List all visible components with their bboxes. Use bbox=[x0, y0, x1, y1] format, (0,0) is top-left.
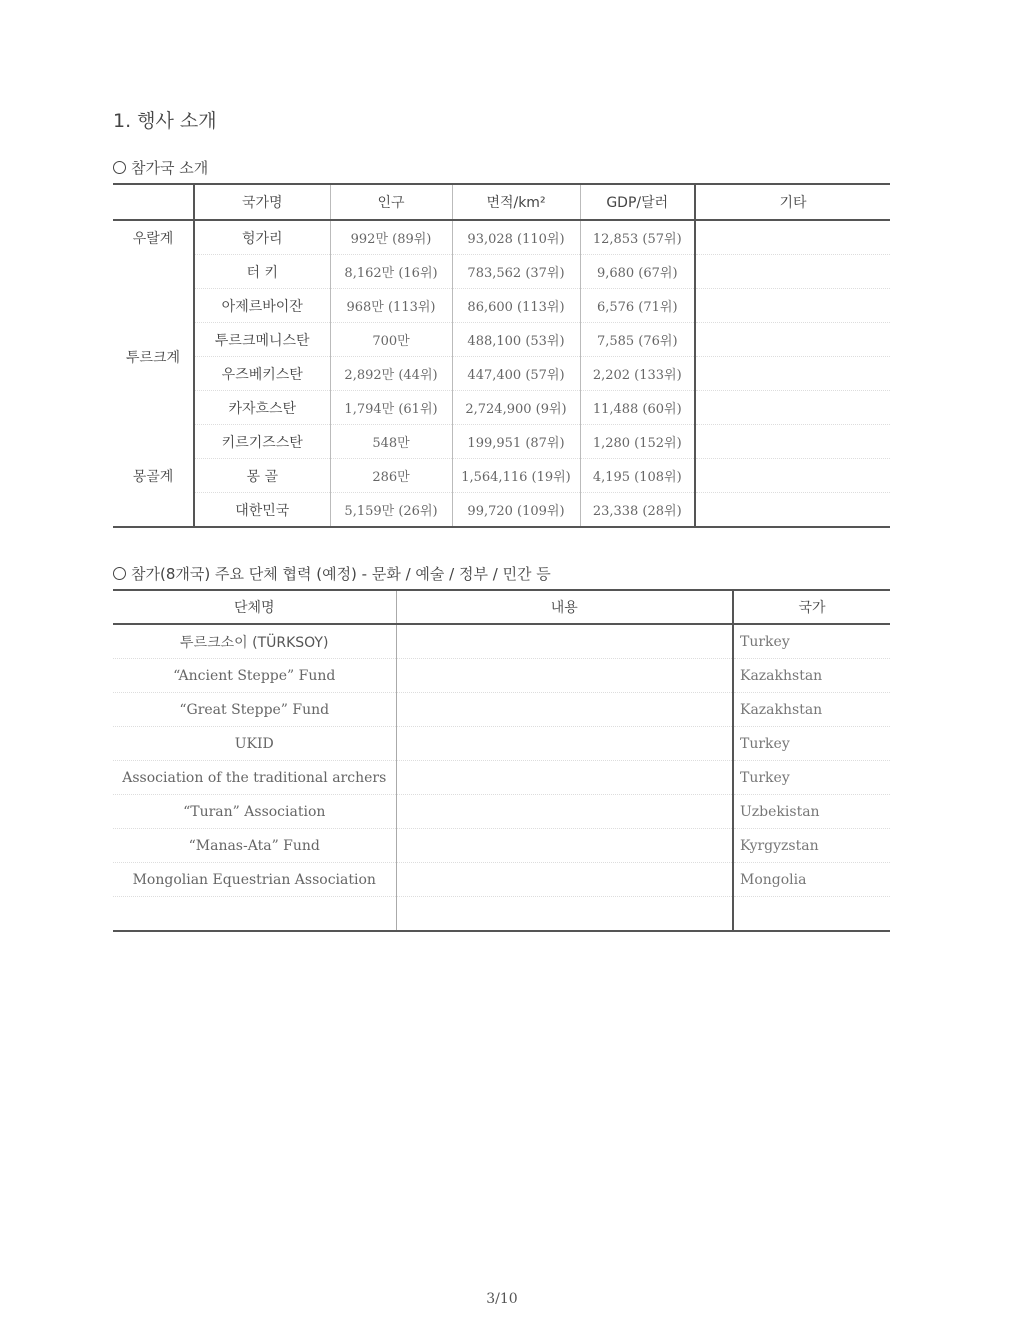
header-country: 국가명 bbox=[194, 184, 330, 220]
org-country: Kazakhstan bbox=[733, 659, 890, 693]
header-content: 내용 bbox=[396, 590, 733, 624]
other-cell bbox=[695, 323, 890, 357]
area: 1,564,116 (19위) bbox=[452, 459, 580, 493]
other-cell bbox=[695, 255, 890, 289]
page-number: 3/10 bbox=[486, 1291, 518, 1307]
org-country: Kyrgyzstan bbox=[733, 829, 890, 863]
gdp: 4,195 (108위) bbox=[580, 459, 695, 493]
content-cell bbox=[396, 659, 733, 693]
header-population: 인구 bbox=[330, 184, 452, 220]
population: 992만 (89위) bbox=[330, 220, 452, 255]
table-row bbox=[113, 391, 890, 425]
other-cell bbox=[695, 391, 890, 425]
population: 286만 bbox=[330, 459, 452, 493]
org-name: Association of the traditional archers bbox=[113, 761, 396, 795]
gdp: 12,853 (57위) bbox=[580, 220, 695, 255]
gdp: 11,488 (60위) bbox=[580, 391, 695, 425]
content-cell bbox=[396, 795, 733, 829]
country-name: 카자흐스탄 bbox=[194, 391, 330, 425]
org-country: Turkey bbox=[733, 727, 890, 761]
population: 548만 bbox=[330, 425, 452, 459]
other-cell bbox=[695, 459, 890, 493]
content-cell bbox=[396, 761, 733, 795]
circle-bullet-icon bbox=[113, 567, 126, 580]
participants-table bbox=[113, 183, 890, 528]
population: 700만 bbox=[330, 323, 452, 357]
country-name: 대한민국 bbox=[194, 493, 330, 528]
table-row bbox=[113, 323, 890, 357]
content-cell bbox=[396, 693, 733, 727]
org-country-empty bbox=[733, 897, 890, 932]
other-cell bbox=[695, 425, 890, 459]
org-name: “Great Steppe” Fund bbox=[113, 693, 396, 727]
table-row bbox=[113, 863, 890, 897]
table-row bbox=[113, 659, 890, 693]
org-country: Kazakhstan bbox=[733, 693, 890, 727]
country-name: 헝가리 bbox=[194, 220, 330, 255]
table-row bbox=[113, 829, 890, 863]
org-name: 투르크소이 (TÜRKSOY) bbox=[113, 624, 396, 659]
table-row bbox=[113, 357, 890, 391]
circle-bullet-icon bbox=[113, 161, 126, 174]
other-cell bbox=[695, 220, 890, 255]
header-org-name: 단체명 bbox=[113, 590, 396, 624]
org-country: Mongolia bbox=[733, 863, 890, 897]
content-cell bbox=[396, 624, 733, 659]
population: 2,892만 (44위) bbox=[330, 357, 452, 391]
organizations-table bbox=[113, 589, 890, 932]
area: 99,720 (109위) bbox=[452, 493, 580, 528]
country-name: 투르크메니스탄 bbox=[194, 323, 330, 357]
table-row bbox=[113, 727, 890, 761]
org-name: “Manas-Ata” Fund bbox=[113, 829, 396, 863]
header-other: 기타 bbox=[695, 184, 890, 220]
area: 86,600 (113위) bbox=[452, 289, 580, 323]
table-row bbox=[113, 693, 890, 727]
org-country: Turkey bbox=[733, 761, 890, 795]
participants-heading bbox=[113, 157, 208, 178]
participants-heading-text: 참가국 소개 bbox=[131, 159, 209, 177]
population: 1,794만 (61위) bbox=[330, 391, 452, 425]
table-row bbox=[113, 459, 890, 493]
area: 488,100 (53위) bbox=[452, 323, 580, 357]
org-country: Uzbekistan bbox=[733, 795, 890, 829]
gdp: 23,338 (28위) bbox=[580, 493, 695, 528]
header-area: 면적/km² bbox=[452, 184, 580, 220]
area: 783,562 (37위) bbox=[452, 255, 580, 289]
content-cell bbox=[396, 829, 733, 863]
country-name: 몽 골 bbox=[194, 459, 330, 493]
content-cell bbox=[396, 863, 733, 897]
organizations-heading bbox=[113, 563, 551, 584]
header-group bbox=[113, 184, 194, 220]
table-row bbox=[113, 425, 890, 459]
table-row bbox=[113, 795, 890, 829]
area: 447,400 (57위) bbox=[452, 357, 580, 391]
gdp: 9,680 (67위) bbox=[580, 255, 695, 289]
organizations-heading-text: 참가(8개국) 주요 단체 협력 (예정) - 문화 / 예술 / 정부 / 민간 등 bbox=[131, 565, 551, 583]
population: 968만 (113위) bbox=[330, 289, 452, 323]
gdp: 1,280 (152위) bbox=[580, 425, 695, 459]
table-row bbox=[113, 255, 890, 289]
group-label: 우랄계 bbox=[113, 220, 194, 255]
gdp: 2,202 (133위) bbox=[580, 357, 695, 391]
org-name: UKID bbox=[113, 727, 396, 761]
table-row bbox=[113, 493, 890, 528]
content-cell bbox=[396, 897, 733, 932]
participants-header-row bbox=[113, 184, 890, 220]
org-country: Turkey bbox=[733, 624, 890, 659]
country-name: 터 키 bbox=[194, 255, 330, 289]
content-cell bbox=[396, 727, 733, 761]
group-label-empty bbox=[113, 493, 194, 528]
table-row bbox=[113, 220, 890, 255]
country-name: 아제르바이잔 bbox=[194, 289, 330, 323]
org-name: “Turan” Association bbox=[113, 795, 396, 829]
area: 2,724,900 (9위) bbox=[452, 391, 580, 425]
country-name: 키르기즈스탄 bbox=[194, 425, 330, 459]
section-title: 1. 행사 소개 bbox=[113, 110, 217, 132]
gdp: 7,585 (76위) bbox=[580, 323, 695, 357]
table-row bbox=[113, 624, 890, 659]
other-cell bbox=[695, 357, 890, 391]
population: 5,159만 (26위) bbox=[330, 493, 452, 528]
population: 8,162만 (16위) bbox=[330, 255, 452, 289]
table-row-empty bbox=[113, 897, 890, 932]
org-name: Mongolian Equestrian Association bbox=[113, 863, 396, 897]
table-row bbox=[113, 289, 890, 323]
other-cell bbox=[695, 493, 890, 528]
org-name-empty bbox=[113, 897, 396, 932]
org-name: “Ancient Steppe” Fund bbox=[113, 659, 396, 693]
other-cell bbox=[695, 289, 890, 323]
country-name: 우즈베키스탄 bbox=[194, 357, 330, 391]
area: 93,028 (110위) bbox=[452, 220, 580, 255]
area: 199,951 (87위) bbox=[452, 425, 580, 459]
gdp: 6,576 (71위) bbox=[580, 289, 695, 323]
header-gdp: GDP/달러 bbox=[580, 184, 695, 220]
organizations-header-row bbox=[113, 590, 890, 624]
group-label: 투르크계 bbox=[113, 255, 194, 459]
group-label: 몽골계 bbox=[113, 459, 194, 493]
table-row bbox=[113, 761, 890, 795]
header-country: 국가 bbox=[733, 590, 890, 624]
